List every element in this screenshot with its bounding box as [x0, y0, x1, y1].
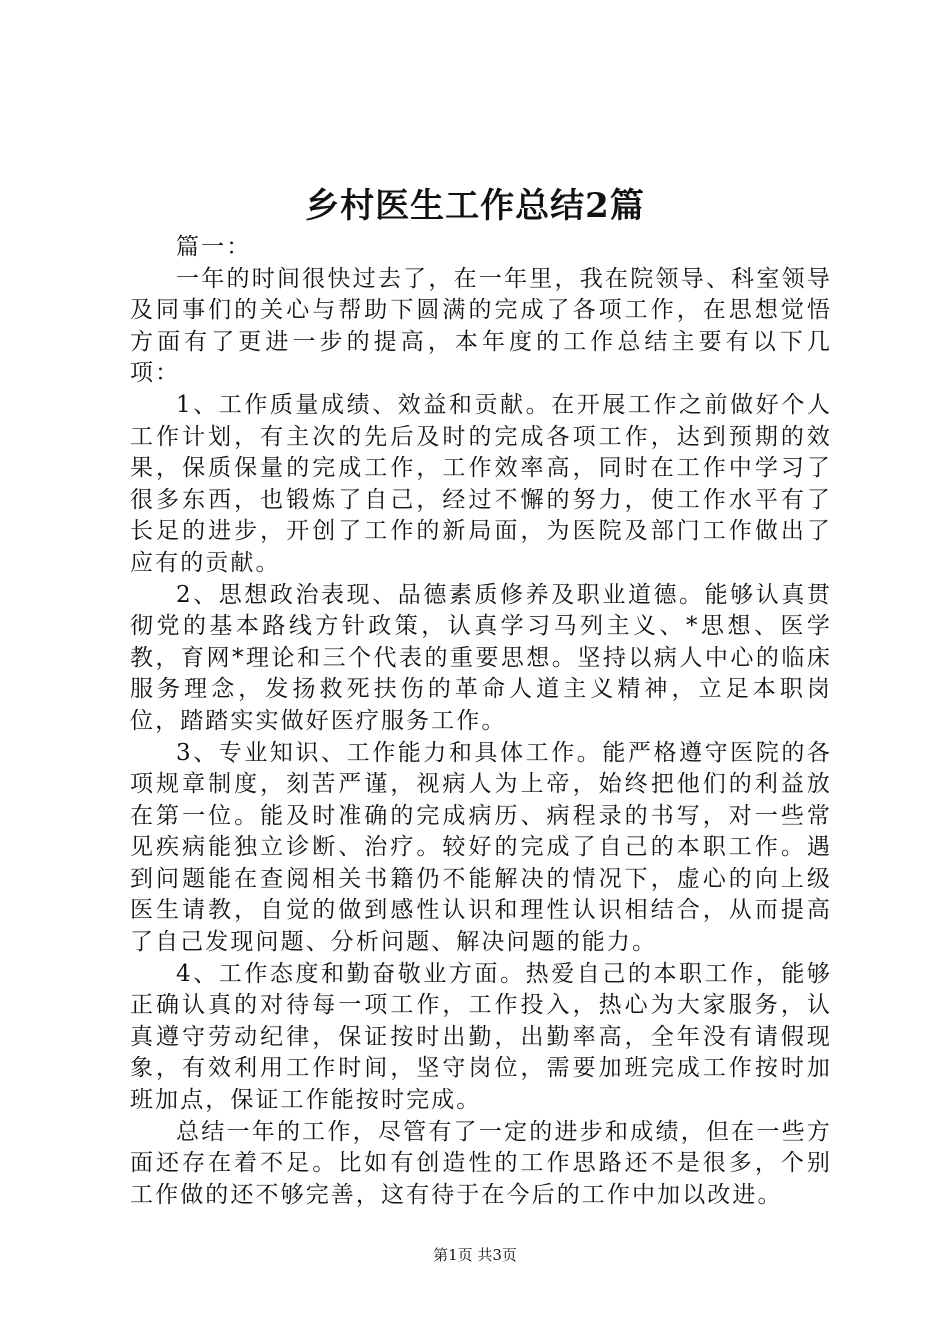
paragraph-political-ethics: 2、思想政治表现、品德素质修养及职业道德。能够认真贯彻党的基本路线方针政策，认真学习马列主义、*思想、医学教，育网*理论和三个代表的重要思想。坚持以病人中心的临床服务理念，发扬救死扶伤的革命人道主义精神，立足本职岗位，踏踏实实做好医疗服务工作。: [130, 581, 832, 734]
intro-paragraph: 一年的时间很快过去了，在一年里，我在院领导、科室领导及同事们的关心与帮助下圆满的完成了各项工作，在思想觉悟方面有了更进一步的提高，本年度的工作总结主要有以下几项：: [130, 265, 832, 387]
paragraph-work-attitude: 4、工作态度和勤奋敬业方面。热爱自己的本职工作，能够正确认真的对待每一项工作，工作投入，热心为大家服务，认真遵守劳动纪律，保证按时出勤，出勤率高，全年没有请假现象，有效利用工作时间，坚守岗位，需要加班完成工作按时加班加点，保证工作能按时完成。: [130, 960, 832, 1114]
paragraph-professional-skills: 3、专业知识、工作能力和具体工作。能严格遵守医院的各项规章制度，刻苦严谨，视病人为上帝，始终把他们的利益放在第一位。能及时准确的完成病历、病程录的书写，对一些常见疾病能独立诊断、治疗。较好的完成了自己的本职工作。遇到问题能在查阅相关书籍仍不能解决的情况下，虚心的向上级医生请教，自觉的做到感性认识和理性认识相结合，从而提高了自己发现问题、分析问题、解决问题的能力。: [130, 739, 832, 956]
section-heading: 篇一：: [176, 234, 252, 260]
page-number-footer: 第1页 共3页: [433, 1246, 517, 1264]
document-body: [130, 232, 832, 1211]
paragraph-work-quality: 1、工作质量成绩、效益和贡献。在开展工作之前做好个人工作计划，有主次的先后及时的完成各项工作，达到预期的效果，保质保量的完成工作，工作效率高，同时在工作中学习了很多东西，也锻炼了自己，经过不懈的努力，使工作水平有了长足的进步，开创了工作的新局面，为医院及部门工作做出了应有的贡献。: [130, 391, 832, 576]
document-title: 乡村医生工作总结2篇: [305, 186, 645, 226]
summary-paragraph: 总结一年的工作，尽管有了一定的进步和成绩，但在一些方面还存在着不足。比如有创造性的工作思路还不是很多，个别工作做的还不够完善，这有待于在今后的工作中加以改进。: [130, 1118, 832, 1208]
